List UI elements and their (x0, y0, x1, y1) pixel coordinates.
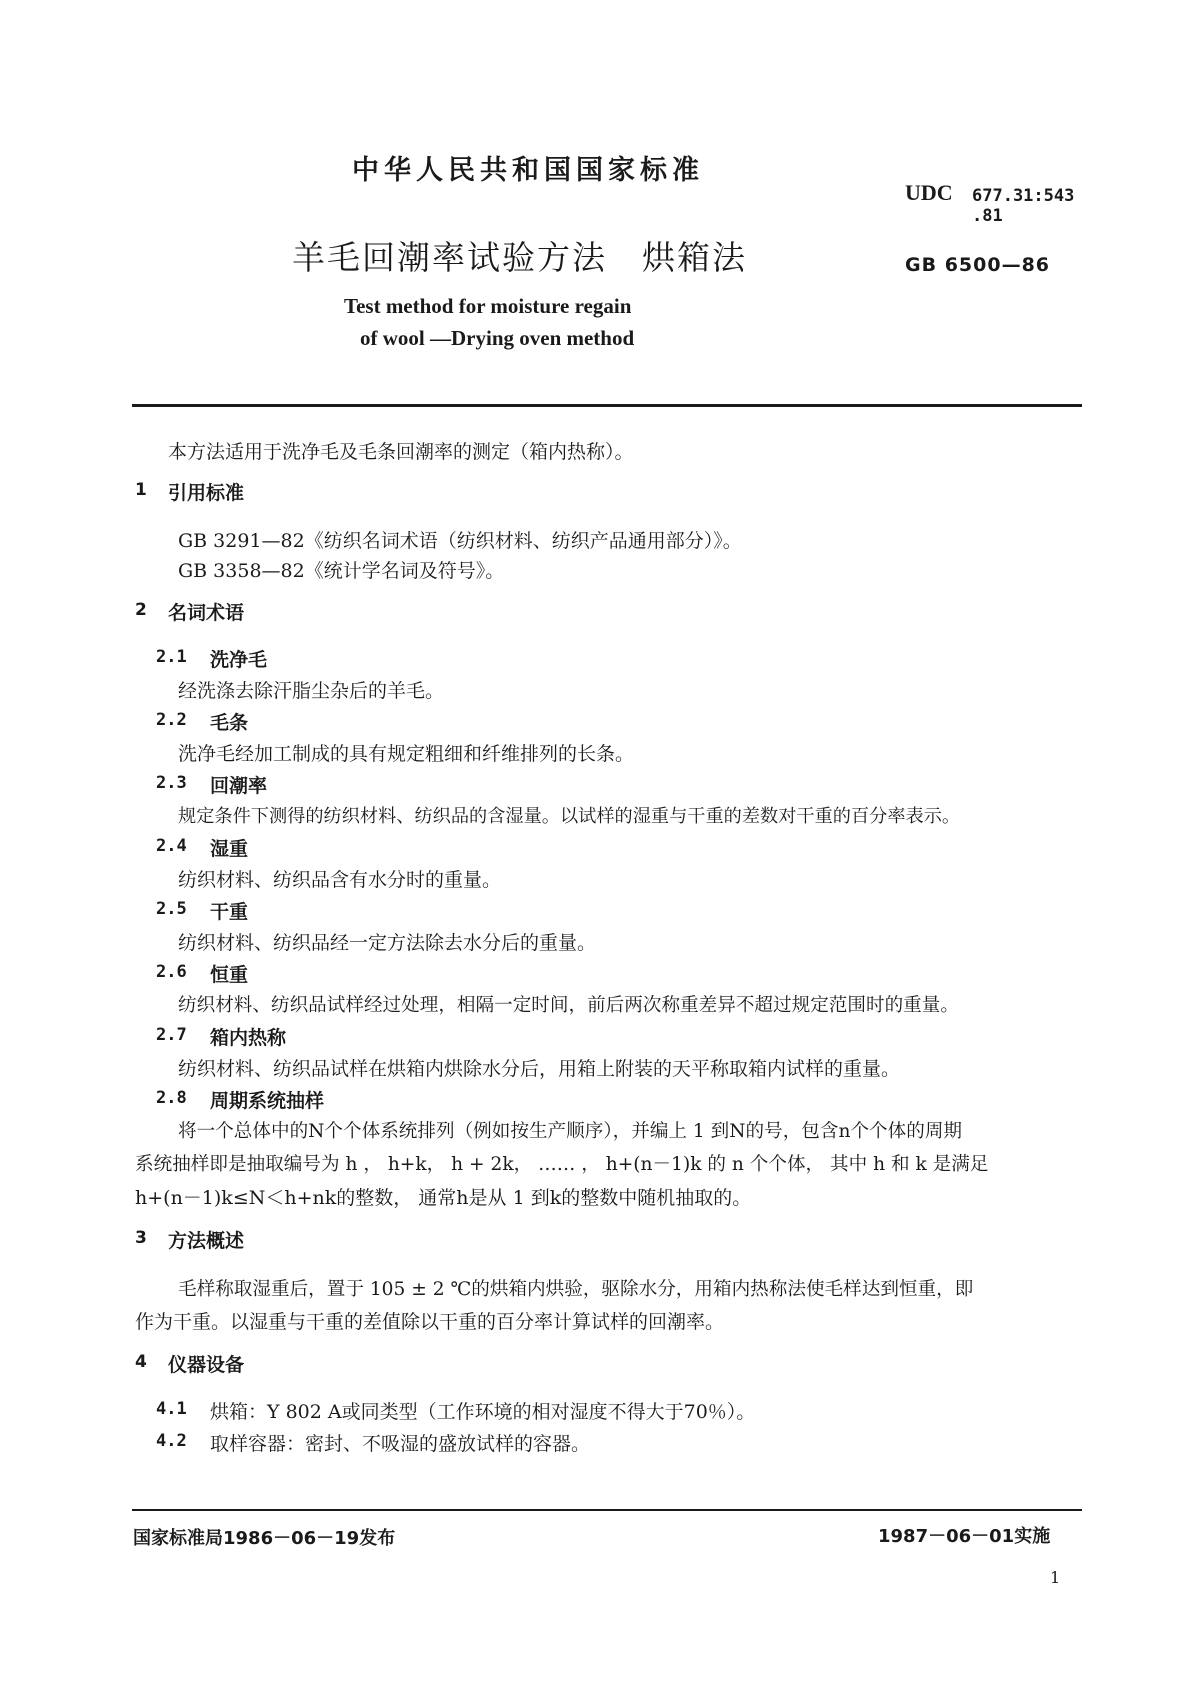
term-2-8-title: 周期系统抽样 (210, 1090, 325, 1112)
section-2-number: 2 (135, 600, 147, 620)
term-2-8-definition-line-1: 将一个总体中的N个个体系统排列（例如按生产顺序），并编上 1 到N的号，包含n个个体的周期 (178, 1121, 963, 1142)
term-2-8-definition-line-3: h+(n－1)k≤N＜h+nk的整数， 通常h是从 1 到k的整数中随机抽取的。 (135, 1187, 752, 1209)
section-1-title: 引用标准 (168, 482, 245, 504)
reference-2: GB 3358—82《统计学名词及符号》。 (178, 560, 505, 582)
term-2-2-definition: 洗净毛经加工制成的具有规定粗细和纤维排列的长条。 (178, 743, 635, 765)
section-3-number: 3 (135, 1228, 147, 1248)
term-2-3-definition: 规定条件下测得的纺织材料、纺织品的含湿量。以试样的湿重与干重的差数对干重的百分率表示。 (178, 806, 961, 827)
english-title-line-1: Test method for moisture regain (344, 294, 632, 318)
term-2-3-title: 回潮率 (210, 775, 268, 797)
page-number: 1 (1050, 1568, 1061, 1587)
standard-number: GB 6500—86 (905, 254, 1051, 276)
section-2-title: 名词术语 (168, 602, 245, 624)
term-2-6-title: 恒重 (210, 964, 249, 986)
udc-label: UDC (905, 180, 953, 205)
reference-1: GB 3291—82《纺织名词术语（纺织材料、纺织产品通用部分）》。 (178, 530, 742, 552)
equipment-4-1-text: 烘箱：Y 802 A或同类型（工作环境的相对湿度不得大于70％）。 (210, 1401, 756, 1423)
term-2-5-definition: 纺织材料、纺织品经一定方法除去水分后的重量。 (178, 932, 597, 954)
term-2-1-definition: 经洗涤去除汗脂尘杂后的羊毛。 (178, 680, 445, 702)
method-summary-line-1: 毛样称取湿重后，置于 105 ± 2 ℃的烘箱内烘验，驱除水分，用箱内热称法使毛样达到恒重，即 (178, 1279, 974, 1300)
term-2-4-title: 湿重 (210, 838, 249, 860)
term-2-7-number: 2.7 (156, 1025, 187, 1045)
issuing-org: 中华人民共和国国家标准 (352, 155, 704, 186)
issue-date: 国家标准局1986－06－19发布 (133, 1528, 396, 1549)
scope-statement: 本方法适用于洗净毛及毛条回潮率的测定（箱内热称）。 (168, 441, 634, 463)
term-2-5-number: 2.5 (156, 899, 187, 919)
term-2-2-number: 2.2 (156, 710, 187, 730)
term-2-6-number: 2.6 (156, 962, 187, 982)
section-4-title: 仪器设备 (168, 1354, 245, 1376)
footer-divider (132, 1509, 1082, 1511)
term-2-5-title: 干重 (210, 901, 249, 923)
term-2-2-title: 毛条 (210, 712, 249, 734)
term-2-4-definition: 纺织材料、纺织品含有水分时的重量。 (178, 869, 502, 891)
term-2-7-title: 箱内热称 (210, 1027, 287, 1049)
udc-code: 677.31:543 (972, 186, 1075, 206)
equipment-4-2-number: 4.2 (156, 1431, 187, 1451)
term-2-7-definition: 纺织材料、纺织品试样在烘箱内烘除水分后，用箱上附装的天平称取箱内试样的重量。 (178, 1058, 901, 1080)
term-2-1-title: 洗净毛 (210, 649, 268, 671)
method-summary-line-2: 作为干重。以湿重与干重的差值除以干重的百分率计算试样的回潮率。 (135, 1311, 725, 1333)
term-2-8-definition-line-2: 系统抽样即是抽取编号为 h ， h+k， h + 2k， …… ， h+(n－1)k 的 n 个个体， 其中 h 和 k 是满足 (135, 1154, 989, 1175)
header-divider (132, 404, 1082, 407)
term-2-1-number: 2.1 (156, 647, 187, 667)
document-title: 羊毛回潮率试验方法 烘箱法 (292, 238, 747, 277)
effective-date: 1987－06－01实施 (878, 1526, 1051, 1547)
section-3-title: 方法概述 (168, 1230, 245, 1252)
equipment-4-1-number: 4.1 (156, 1399, 187, 1419)
english-title-line-2: of wool —Drying oven method (360, 326, 635, 350)
section-1-number: 1 (135, 480, 147, 500)
term-2-3-number: 2.3 (156, 773, 187, 793)
term-2-6-definition: 纺织材料、纺织品试样经过处理，相隔一定时间，前后两次称重差异不超过规定范围时的重量。 (178, 995, 959, 1016)
term-2-8-number: 2.8 (156, 1088, 187, 1108)
term-2-4-number: 2.4 (156, 836, 187, 856)
udc-code-continued: .81 (972, 206, 1003, 226)
section-4-number: 4 (135, 1352, 147, 1372)
equipment-4-2-text: 取样容器：密封、不吸湿的盛放试样的容器。 (210, 1433, 591, 1455)
